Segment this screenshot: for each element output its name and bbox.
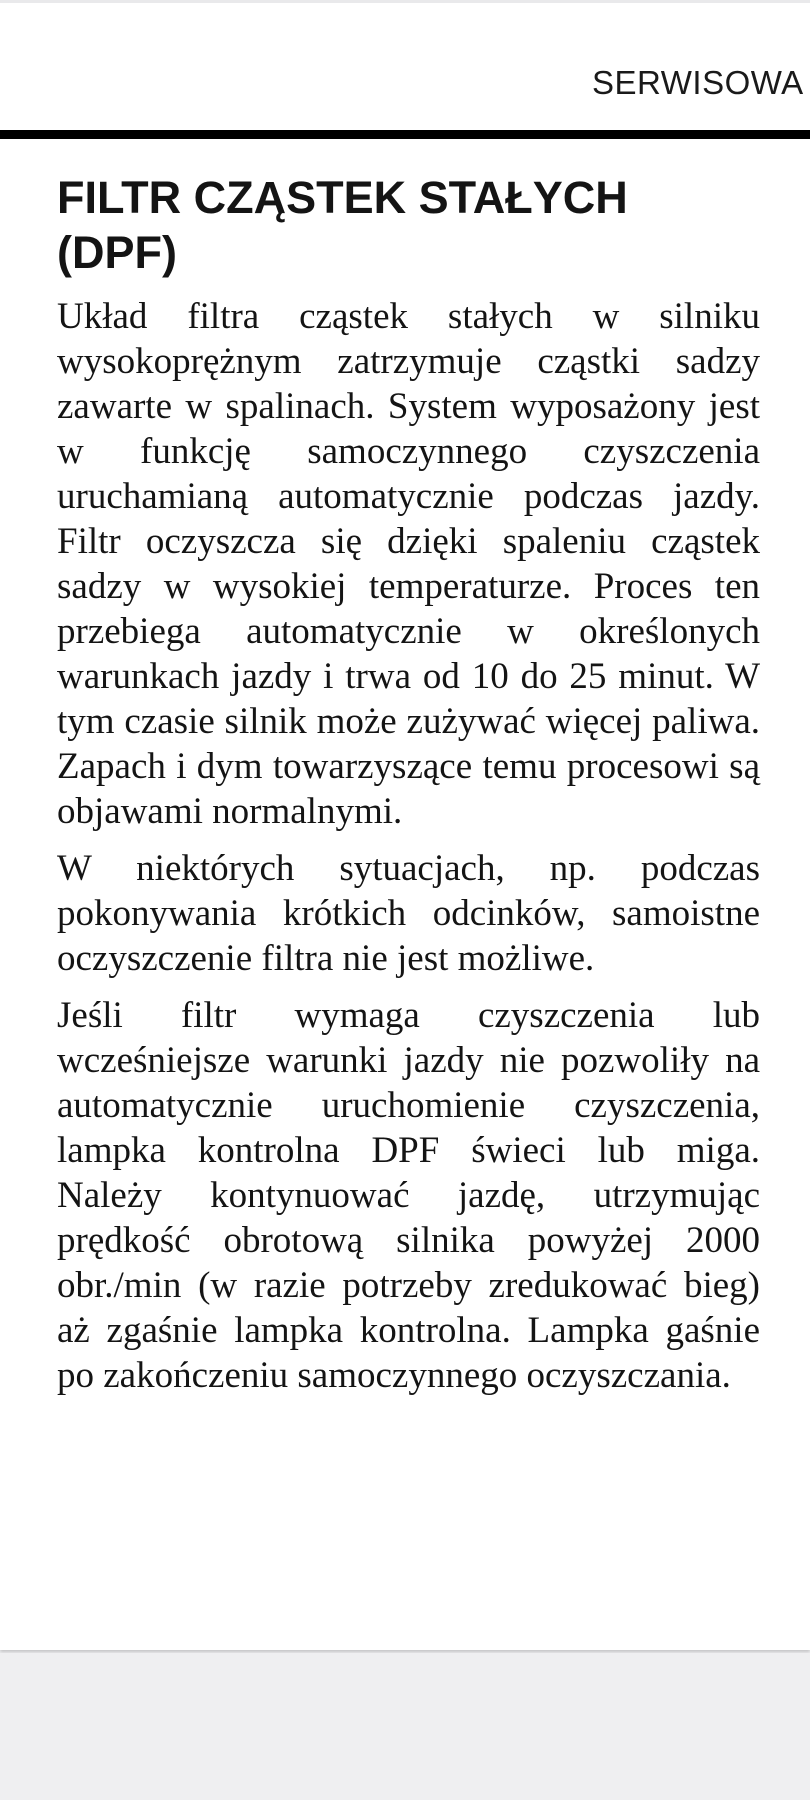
paragraph-warning-lamp: Jeśli filtr wymaga czyszczenia lub wcześniejsze warunki jazdy nie pozwoliły na automatycznie uruchomienie czyszczenia, lampka kontrolna DPF świeci lub miga. Należy kontynuować jazdę, utrzymując prędkość obrotową silnika powyżej 2000 obr./min (w razie potrzeby zredukować bieg) aż zgaśnie lampka kontrolna. Lampka gaśnie po zakończeniu samoczynnego oczyszczania. bbox=[57, 995, 760, 1396]
paragraph-short-trips: W niektórych sytuacjach, np. podczas pokonywania krótkich odcinków, samoistne oczyszczenie filtra nie jest możliwe. bbox=[57, 848, 760, 979]
running-header: SERWISOWA bbox=[592, 64, 804, 101]
page-top-edge bbox=[0, 0, 810, 3]
section-title: FILTR CZĄSTEK STAŁYCH (DPF) bbox=[57, 172, 628, 278]
paragraph-dpf-description: Układ filtra cząstek stałych w silniku wysokoprężnym zatrzymuje cząstki sadzy zawarte w spalinach. System wyposażony jest w funkcję samoczynnego czyszczenia uruchamianą automatycznie podczas jazdy. Filtr oczyszcza się dzięki spaleniu cząstek sadzy w wysokiej temperaturze. Proces ten przebiega automatycznie w określonych warunkach jazdy i trwa od 10 do 25 minut. W tym czasie silnik może zużywać więcej paliwa. Zapach i dym towarzyszące temu procesowi są objawami normalnymi. bbox=[57, 296, 760, 832]
viewer-background bbox=[0, 1653, 810, 1800]
page-content bbox=[57, 170, 760, 1410]
header-rule bbox=[0, 130, 810, 139]
